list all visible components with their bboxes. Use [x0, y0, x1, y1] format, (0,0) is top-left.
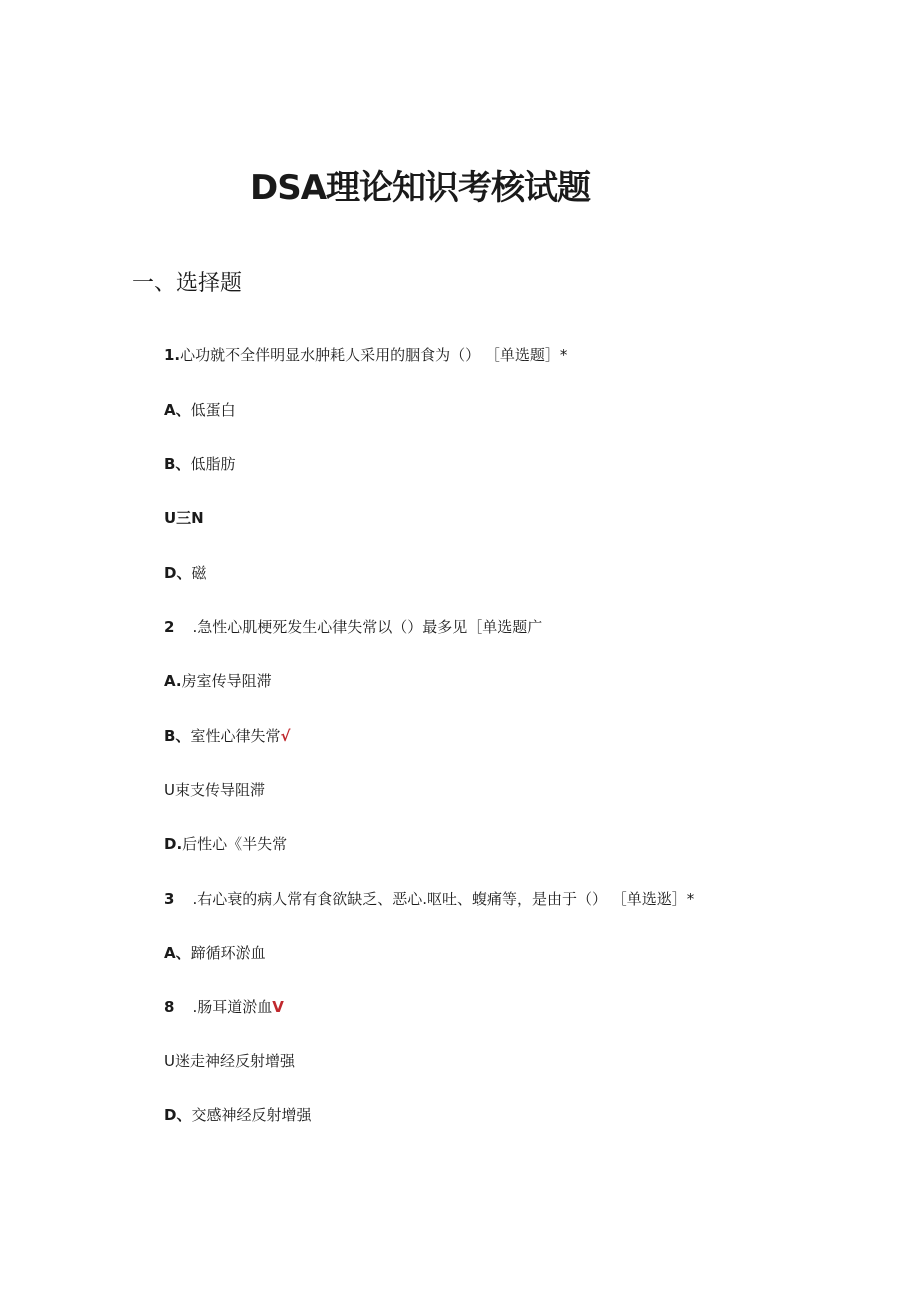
option-text: 低脂肪: [190, 455, 236, 473]
option-text: 蹄循环淤血: [190, 944, 266, 962]
option-1c: [164, 507, 204, 528]
option-2a: [164, 670, 272, 691]
option-1b: [164, 453, 235, 474]
option-3d: [164, 1104, 311, 1125]
question-number: 3: [164, 890, 175, 908]
document-title: DSA理论知识考核试题: [249, 168, 591, 208]
option-3c: [164, 1050, 295, 1071]
option-text: 磁: [191, 564, 207, 582]
question-text: .急性心肌梗死发生心律失常以（）最多见［单选题广: [192, 618, 543, 636]
option-label: D、: [164, 1106, 192, 1124]
option-2b: [164, 725, 290, 746]
option-text: 后性心《半失常: [182, 835, 288, 853]
correct-mark: √: [280, 727, 291, 745]
option-label: D、: [164, 564, 192, 582]
option-1a: [164, 399, 236, 420]
option-text: U迷走神经反射增强: [164, 1052, 295, 1070]
option-text: 房室传导阻滞: [181, 672, 272, 690]
question-number: 2: [164, 618, 175, 636]
option-label: 8: [164, 998, 175, 1016]
question-2: [164, 616, 542, 637]
question-3: [164, 888, 694, 909]
option-2d: [164, 833, 287, 854]
option-label: A、: [164, 944, 191, 962]
option-text: 交感神经反射增强: [191, 1106, 312, 1124]
option-3b: [164, 996, 284, 1017]
option-3a: [164, 942, 266, 963]
question-1: [164, 344, 567, 365]
option-label: B、: [164, 455, 191, 473]
option-1d: [164, 562, 206, 583]
option-label: A、: [164, 401, 191, 419]
correct-mark: V: [272, 998, 284, 1016]
question-text: 心功就不全伴明显水肿耗人采用的胭食为（） ［单选题］*: [180, 346, 568, 364]
question-number: 1.: [164, 346, 181, 364]
option-text: 低蛋白: [190, 401, 236, 419]
option-text: U束支传导阻滞: [164, 781, 265, 799]
option-label: U三N: [164, 509, 204, 527]
option-text: 室性心律失常: [190, 727, 281, 745]
section-heading: 一、选择题: [132, 271, 243, 296]
question-text: .右心衰的病人常有食欲缺乏、恶心.呕吐、蝮痛等，是由于（） ［单选逖］*: [192, 890, 695, 908]
option-label: D.: [164, 835, 183, 853]
option-2c: [164, 779, 265, 800]
option-label: B、: [164, 727, 191, 745]
option-label: A.: [164, 672, 182, 690]
option-text: .肠耳道淤血: [192, 998, 273, 1016]
